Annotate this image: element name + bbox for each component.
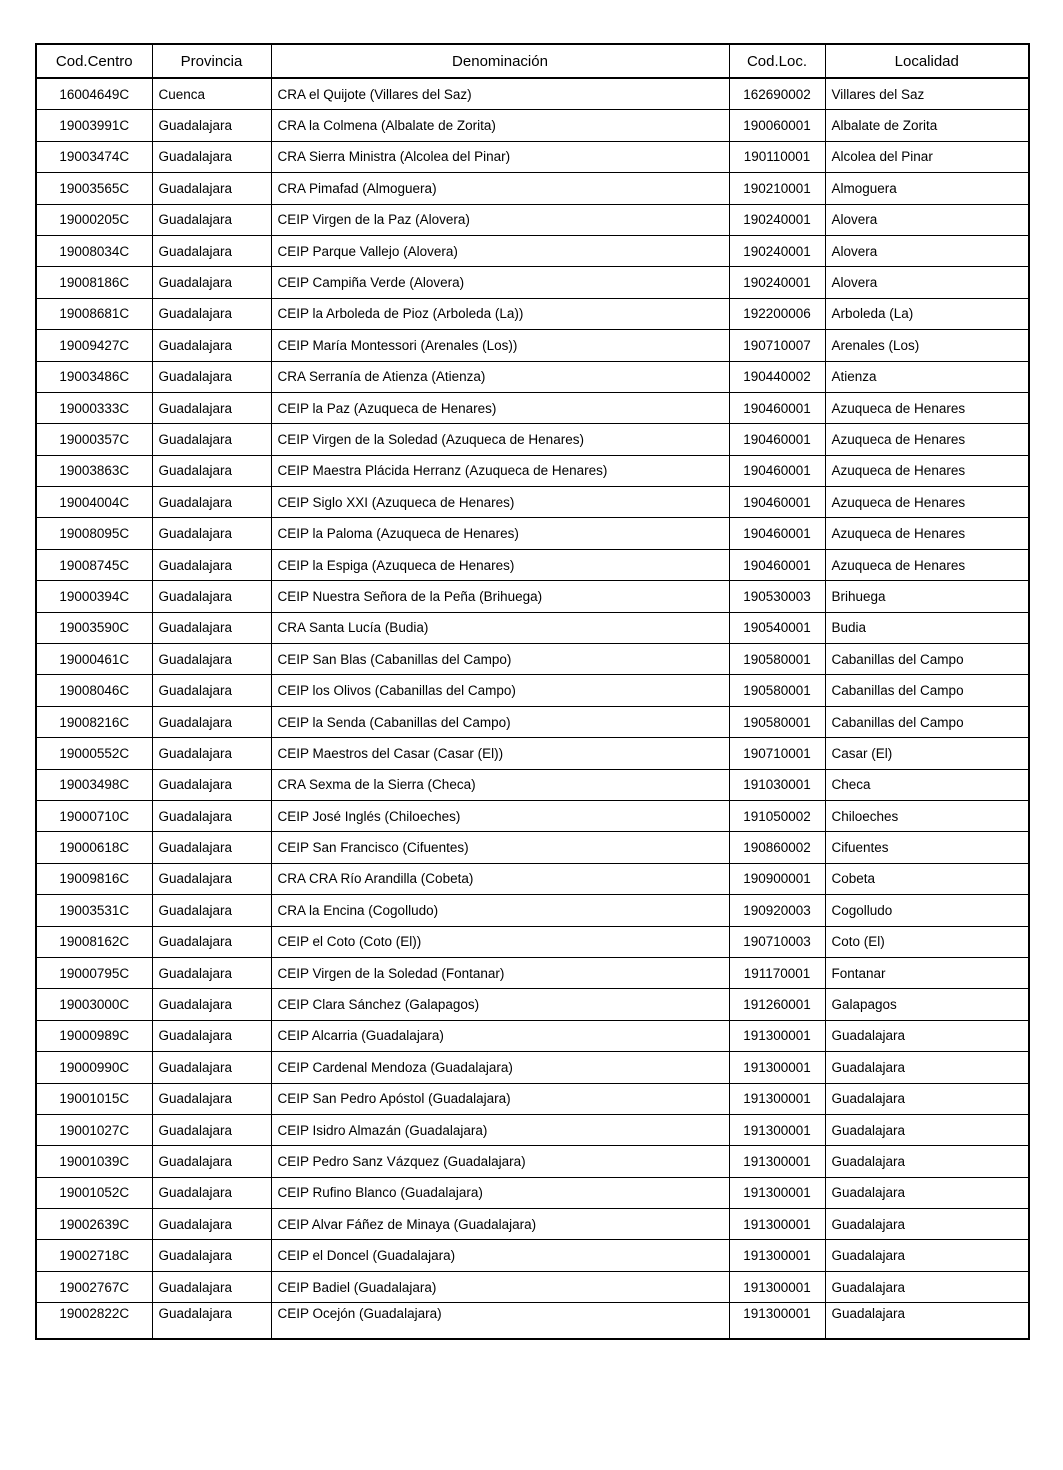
denominacion-cell: CRA CRA Río Arandilla (Cobeta) (271, 863, 729, 894)
provincia-cell: Guadalajara (152, 1303, 271, 1340)
cod-loc-cell: 190460001 (729, 518, 825, 549)
cod-loc-cell: 190460001 (729, 392, 825, 423)
cod-loc-cell: 190210001 (729, 173, 825, 204)
cod-loc-cell: 191170001 (729, 957, 825, 988)
cod-centro-cell: 19003474C (36, 141, 152, 172)
table-row (36, 926, 1029, 957)
cod-loc-cell: 190530003 (729, 581, 825, 612)
header-row (36, 44, 1029, 78)
denominacion-cell: CEIP María Montessori (Arenales (Los)) (271, 330, 729, 361)
provincia-cell: Guadalajara (152, 957, 271, 988)
table-row (36, 549, 1029, 580)
denominacion-cell: CEIP José Inglés (Chiloeches) (271, 800, 729, 831)
cod-centro-cell: 19004004C (36, 487, 152, 518)
table-row (36, 1083, 1029, 1114)
localidad-cell: Azuqueca de Henares (825, 424, 1029, 455)
denominacion-cell: CRA Pimafad (Almoguera) (271, 173, 729, 204)
localidad-cell: Fontanar (825, 957, 1029, 988)
denominacion-cell: CEIP Maestra Plácida Herranz (Azuqueca de Henares) (271, 455, 729, 486)
localidad-cell: Cogolludo (825, 895, 1029, 926)
provincia-cell: Guadalajara (152, 989, 271, 1020)
cod-centro-cell: 19008046C (36, 675, 152, 706)
denominacion-cell: CEIP Virgen de la Paz (Alovera) (271, 204, 729, 235)
denominacion-cell: CEIP Cardenal Mendoza (Guadalajara) (271, 1052, 729, 1083)
cod-centro-cell: 19008745C (36, 549, 152, 580)
localidad-cell: Azuqueca de Henares (825, 487, 1029, 518)
header-cod-centro: Cod.Centro (36, 44, 152, 78)
cod-centro-cell: 19009427C (36, 330, 152, 361)
localidad-cell: Cifuentes (825, 832, 1029, 863)
table-row (36, 235, 1029, 266)
cod-centro-cell: 19000461C (36, 644, 152, 675)
denominacion-cell: CEIP Isidro Almazán (Guadalajara) (271, 1114, 729, 1145)
table-row (36, 1209, 1029, 1240)
table-row (36, 1020, 1029, 1051)
cod-loc-cell: 190460001 (729, 549, 825, 580)
table-row (36, 298, 1029, 329)
provincia-cell: Guadalajara (152, 549, 271, 580)
localidad-cell: Azuqueca de Henares (825, 549, 1029, 580)
provincia-cell: Guadalajara (152, 1177, 271, 1208)
provincia-cell: Guadalajara (152, 1052, 271, 1083)
cod-centro-cell: 19003590C (36, 612, 152, 643)
denominacion-cell: CEIP Alvar Fáñez de Minaya (Guadalajara) (271, 1209, 729, 1240)
cod-loc-cell: 190460001 (729, 487, 825, 518)
table-row (36, 78, 1029, 110)
provincia-cell: Guadalajara (152, 644, 271, 675)
denominacion-cell: CEIP Alcarria (Guadalajara) (271, 1020, 729, 1051)
table-row (36, 330, 1029, 361)
denominacion-cell: CEIP la Paloma (Azuqueca de Henares) (271, 518, 729, 549)
localidad-cell: Arenales (Los) (825, 330, 1029, 361)
cod-loc-cell: 162690002 (729, 78, 825, 110)
provincia-cell: Guadalajara (152, 455, 271, 486)
cod-centro-cell: 19000205C (36, 204, 152, 235)
provincia-cell: Guadalajara (152, 1271, 271, 1302)
cod-centro-cell: 19003000C (36, 989, 152, 1020)
denominacion-cell: CEIP la Espiga (Azuqueca de Henares) (271, 549, 729, 580)
denominacion-cell: CEIP Parque Vallejo (Alovera) (271, 235, 729, 266)
localidad-cell: Guadalajara (825, 1052, 1029, 1083)
cod-centro-cell: 19003498C (36, 769, 152, 800)
cod-centro-cell: 19000333C (36, 392, 152, 423)
provincia-cell: Guadalajara (152, 1020, 271, 1051)
table-row (36, 487, 1029, 518)
provincia-cell: Guadalajara (152, 675, 271, 706)
table-row (36, 895, 1029, 926)
table-row (36, 957, 1029, 988)
localidad-cell: Villares del Saz (825, 78, 1029, 110)
provincia-cell: Guadalajara (152, 1240, 271, 1271)
table-row (36, 424, 1029, 455)
localidad-cell: Azuqueca de Henares (825, 392, 1029, 423)
cod-centro-cell: 19001039C (36, 1146, 152, 1177)
table-body (36, 78, 1029, 1339)
table-row (36, 110, 1029, 141)
denominacion-cell: CEIP Rufino Blanco (Guadalajara) (271, 1177, 729, 1208)
denominacion-cell: CEIP San Blas (Cabanillas del Campo) (271, 644, 729, 675)
denominacion-cell: CRA Serranía de Atienza (Atienza) (271, 361, 729, 392)
localidad-cell: Guadalajara (825, 1114, 1029, 1145)
cod-centro-cell: 19000618C (36, 832, 152, 863)
header-provincia: Provincia (152, 44, 271, 78)
table-row (36, 1271, 1029, 1302)
localidad-cell: Budia (825, 612, 1029, 643)
cod-centro-cell: 19003531C (36, 895, 152, 926)
cod-centro-cell: 16004649C (36, 78, 152, 110)
cod-loc-cell: 190580001 (729, 706, 825, 737)
cod-loc-cell: 190860002 (729, 832, 825, 863)
table-row (36, 675, 1029, 706)
denominacion-cell: CRA la Encina (Cogolludo) (271, 895, 729, 926)
cod-centro-cell: 19000795C (36, 957, 152, 988)
provincia-cell: Guadalajara (152, 800, 271, 831)
cod-loc-cell: 190580001 (729, 644, 825, 675)
cod-centro-cell: 19008034C (36, 235, 152, 266)
cod-centro-cell: 19001027C (36, 1114, 152, 1145)
cod-centro-cell: 19002767C (36, 1271, 152, 1302)
cod-loc-cell: 190580001 (729, 675, 825, 706)
localidad-cell: Brihuega (825, 581, 1029, 612)
cod-centro-cell: 19000394C (36, 581, 152, 612)
denominacion-cell: CEIP Virgen de la Soledad (Fontanar) (271, 957, 729, 988)
localidad-cell: Azuqueca de Henares (825, 518, 1029, 549)
cod-loc-cell: 190240001 (729, 235, 825, 266)
localidad-cell: Guadalajara (825, 1146, 1029, 1177)
provincia-cell: Guadalajara (152, 361, 271, 392)
table-row (36, 738, 1029, 769)
localidad-cell: Cabanillas del Campo (825, 644, 1029, 675)
provincia-cell: Guadalajara (152, 706, 271, 737)
table-row (36, 267, 1029, 298)
table-row (36, 1114, 1029, 1145)
cod-centro-cell: 19008681C (36, 298, 152, 329)
denominacion-cell: CEIP Siglo XXI (Azuqueca de Henares) (271, 487, 729, 518)
cod-loc-cell: 191300001 (729, 1177, 825, 1208)
provincia-cell: Guadalajara (152, 1146, 271, 1177)
table-header (36, 44, 1029, 78)
cod-loc-cell: 190440002 (729, 361, 825, 392)
cod-loc-cell: 190920003 (729, 895, 825, 926)
cod-centro-cell: 19008095C (36, 518, 152, 549)
cod-loc-cell: 190460001 (729, 455, 825, 486)
localidad-cell: Arboleda (La) (825, 298, 1029, 329)
cod-centro-cell: 19008186C (36, 267, 152, 298)
localidad-cell: Cabanillas del Campo (825, 675, 1029, 706)
cod-centro-cell: 19002822C (36, 1303, 152, 1340)
provincia-cell: Guadalajara (152, 487, 271, 518)
localidad-cell: Cabanillas del Campo (825, 706, 1029, 737)
table-row (36, 1240, 1029, 1271)
denominacion-cell: CRA Sexma de la Sierra (Checa) (271, 769, 729, 800)
denominacion-cell: CRA la Colmena (Albalate de Zorita) (271, 110, 729, 141)
table-row (36, 832, 1029, 863)
denominacion-cell: CEIP Badiel (Guadalajara) (271, 1271, 729, 1302)
table-row (36, 361, 1029, 392)
cod-loc-cell: 191300001 (729, 1146, 825, 1177)
cod-centro-cell: 19000552C (36, 738, 152, 769)
provincia-cell: Guadalajara (152, 330, 271, 361)
cod-centro-cell: 19008216C (36, 706, 152, 737)
denominacion-cell: CEIP Ocejón (Guadalajara) (271, 1303, 729, 1340)
cod-loc-cell: 191300001 (729, 1052, 825, 1083)
cod-loc-cell: 190060001 (729, 110, 825, 141)
cod-loc-cell: 190900001 (729, 863, 825, 894)
cod-loc-cell: 191260001 (729, 989, 825, 1020)
provincia-cell: Guadalajara (152, 204, 271, 235)
cod-loc-cell: 191300001 (729, 1083, 825, 1114)
cod-loc-cell: 191050002 (729, 800, 825, 831)
cod-centro-cell: 19000989C (36, 1020, 152, 1051)
denominacion-cell: CEIP San Pedro Apóstol (Guadalajara) (271, 1083, 729, 1114)
cod-loc-cell: 190540001 (729, 612, 825, 643)
cod-centro-cell: 19009816C (36, 863, 152, 894)
localidad-cell: Alovera (825, 267, 1029, 298)
provincia-cell: Guadalajara (152, 173, 271, 204)
provincia-cell: Cuenca (152, 78, 271, 110)
localidad-cell: Guadalajara (825, 1303, 1029, 1340)
cod-loc-cell: 190710007 (729, 330, 825, 361)
provincia-cell: Guadalajara (152, 267, 271, 298)
denominacion-cell: CEIP Campiña Verde (Alovera) (271, 267, 729, 298)
denominacion-cell: CEIP el Coto (Coto (El)) (271, 926, 729, 957)
cod-centro-cell: 19001052C (36, 1177, 152, 1208)
provincia-cell: Guadalajara (152, 738, 271, 769)
provincia-cell: Guadalajara (152, 926, 271, 957)
cod-centro-cell: 19002718C (36, 1240, 152, 1271)
table-row (36, 989, 1029, 1020)
table-row (36, 612, 1029, 643)
denominacion-cell: CEIP la Paz (Azuqueca de Henares) (271, 392, 729, 423)
cod-loc-cell: 190110001 (729, 141, 825, 172)
schools-table (35, 43, 1030, 1340)
table-row (36, 769, 1029, 800)
localidad-cell: Galapagos (825, 989, 1029, 1020)
localidad-cell: Guadalajara (825, 1083, 1029, 1114)
cod-centro-cell: 19002639C (36, 1209, 152, 1240)
cod-loc-cell: 191300001 (729, 1240, 825, 1271)
cod-centro-cell: 19003565C (36, 173, 152, 204)
provincia-cell: Guadalajara (152, 518, 271, 549)
denominacion-cell: CEIP Clara Sánchez (Galapagos) (271, 989, 729, 1020)
localidad-cell: Guadalajara (825, 1177, 1029, 1208)
table-row (36, 581, 1029, 612)
table-row (36, 706, 1029, 737)
cod-loc-cell: 191030001 (729, 769, 825, 800)
denominacion-cell: CEIP Pedro Sanz Vázquez (Guadalajara) (271, 1146, 729, 1177)
table-row (36, 392, 1029, 423)
denominacion-cell: CRA Santa Lucía (Budia) (271, 612, 729, 643)
provincia-cell: Guadalajara (152, 612, 271, 643)
table-row (36, 1177, 1029, 1208)
table-row (36, 204, 1029, 235)
denominacion-cell: CEIP Virgen de la Soledad (Azuqueca de Henares) (271, 424, 729, 455)
cod-centro-cell: 19008162C (36, 926, 152, 957)
header-cod-loc: Cod.Loc. (729, 44, 825, 78)
table-row (36, 455, 1029, 486)
denominacion-cell: CEIP San Francisco (Cifuentes) (271, 832, 729, 863)
localidad-cell: Guadalajara (825, 1020, 1029, 1051)
localidad-cell: Checa (825, 769, 1029, 800)
cod-loc-cell: 191300001 (729, 1271, 825, 1302)
denominacion-cell: CEIP el Doncel (Guadalajara) (271, 1240, 729, 1271)
localidad-cell: Azuqueca de Henares (825, 455, 1029, 486)
localidad-cell: Chiloeches (825, 800, 1029, 831)
provincia-cell: Guadalajara (152, 581, 271, 612)
cod-loc-cell: 190710003 (729, 926, 825, 957)
cod-centro-cell: 19000710C (36, 800, 152, 831)
localidad-cell: Alovera (825, 204, 1029, 235)
cod-centro-cell: 19003991C (36, 110, 152, 141)
denominacion-cell: CEIP Maestros del Casar (Casar (El)) (271, 738, 729, 769)
provincia-cell: Guadalajara (152, 235, 271, 266)
table-row (36, 1146, 1029, 1177)
provincia-cell: Guadalajara (152, 832, 271, 863)
denominacion-cell: CEIP la Senda (Cabanillas del Campo) (271, 706, 729, 737)
localidad-cell: Cobeta (825, 863, 1029, 894)
table-row (36, 1303, 1029, 1340)
header-localidad: Localidad (825, 44, 1029, 78)
localidad-cell: Casar (El) (825, 738, 1029, 769)
cod-loc-cell: 190710001 (729, 738, 825, 769)
cod-loc-cell: 191300001 (729, 1020, 825, 1051)
table-row (36, 173, 1029, 204)
localidad-cell: Almoguera (825, 173, 1029, 204)
table-row (36, 644, 1029, 675)
provincia-cell: Guadalajara (152, 110, 271, 141)
cod-centro-cell: 19000357C (36, 424, 152, 455)
cod-centro-cell: 19003863C (36, 455, 152, 486)
cod-loc-cell: 192200006 (729, 298, 825, 329)
localidad-cell: Alovera (825, 235, 1029, 266)
localidad-cell: Alcolea del Pinar (825, 141, 1029, 172)
provincia-cell: Guadalajara (152, 769, 271, 800)
denominacion-cell: CRA el Quijote (Villares del Saz) (271, 78, 729, 110)
cod-loc-cell: 190460001 (729, 424, 825, 455)
cod-centro-cell: 19000990C (36, 1052, 152, 1083)
provincia-cell: Guadalajara (152, 141, 271, 172)
denominacion-cell: CRA Sierra Ministra (Alcolea del Pinar) (271, 141, 729, 172)
table-row (36, 863, 1029, 894)
cod-loc-cell: 190240001 (729, 267, 825, 298)
cod-loc-cell: 191300001 (729, 1209, 825, 1240)
table-row (36, 518, 1029, 549)
header-denominacion: Denominación (271, 44, 729, 78)
provincia-cell: Guadalajara (152, 895, 271, 926)
provincia-cell: Guadalajara (152, 1114, 271, 1145)
localidad-cell: Guadalajara (825, 1240, 1029, 1271)
localidad-cell: Albalate de Zorita (825, 110, 1029, 141)
localidad-cell: Coto (El) (825, 926, 1029, 957)
table-row (36, 141, 1029, 172)
denominacion-cell: CEIP Nuestra Señora de la Peña (Brihuega) (271, 581, 729, 612)
cod-loc-cell: 191300001 (729, 1303, 825, 1340)
provincia-cell: Guadalajara (152, 424, 271, 455)
provincia-cell: Guadalajara (152, 1083, 271, 1114)
cod-centro-cell: 19001015C (36, 1083, 152, 1114)
table-row (36, 1052, 1029, 1083)
localidad-cell: Guadalajara (825, 1209, 1029, 1240)
cod-loc-cell: 190240001 (729, 204, 825, 235)
provincia-cell: Guadalajara (152, 298, 271, 329)
provincia-cell: Guadalajara (152, 392, 271, 423)
denominacion-cell: CEIP los Olivos (Cabanillas del Campo) (271, 675, 729, 706)
provincia-cell: Guadalajara (152, 1209, 271, 1240)
provincia-cell: Guadalajara (152, 863, 271, 894)
denominacion-cell: CEIP la Arboleda de Pioz (Arboleda (La)) (271, 298, 729, 329)
cod-loc-cell: 191300001 (729, 1114, 825, 1145)
localidad-cell: Guadalajara (825, 1271, 1029, 1302)
table-row (36, 800, 1029, 831)
localidad-cell: Atienza (825, 361, 1029, 392)
cod-centro-cell: 19003486C (36, 361, 152, 392)
